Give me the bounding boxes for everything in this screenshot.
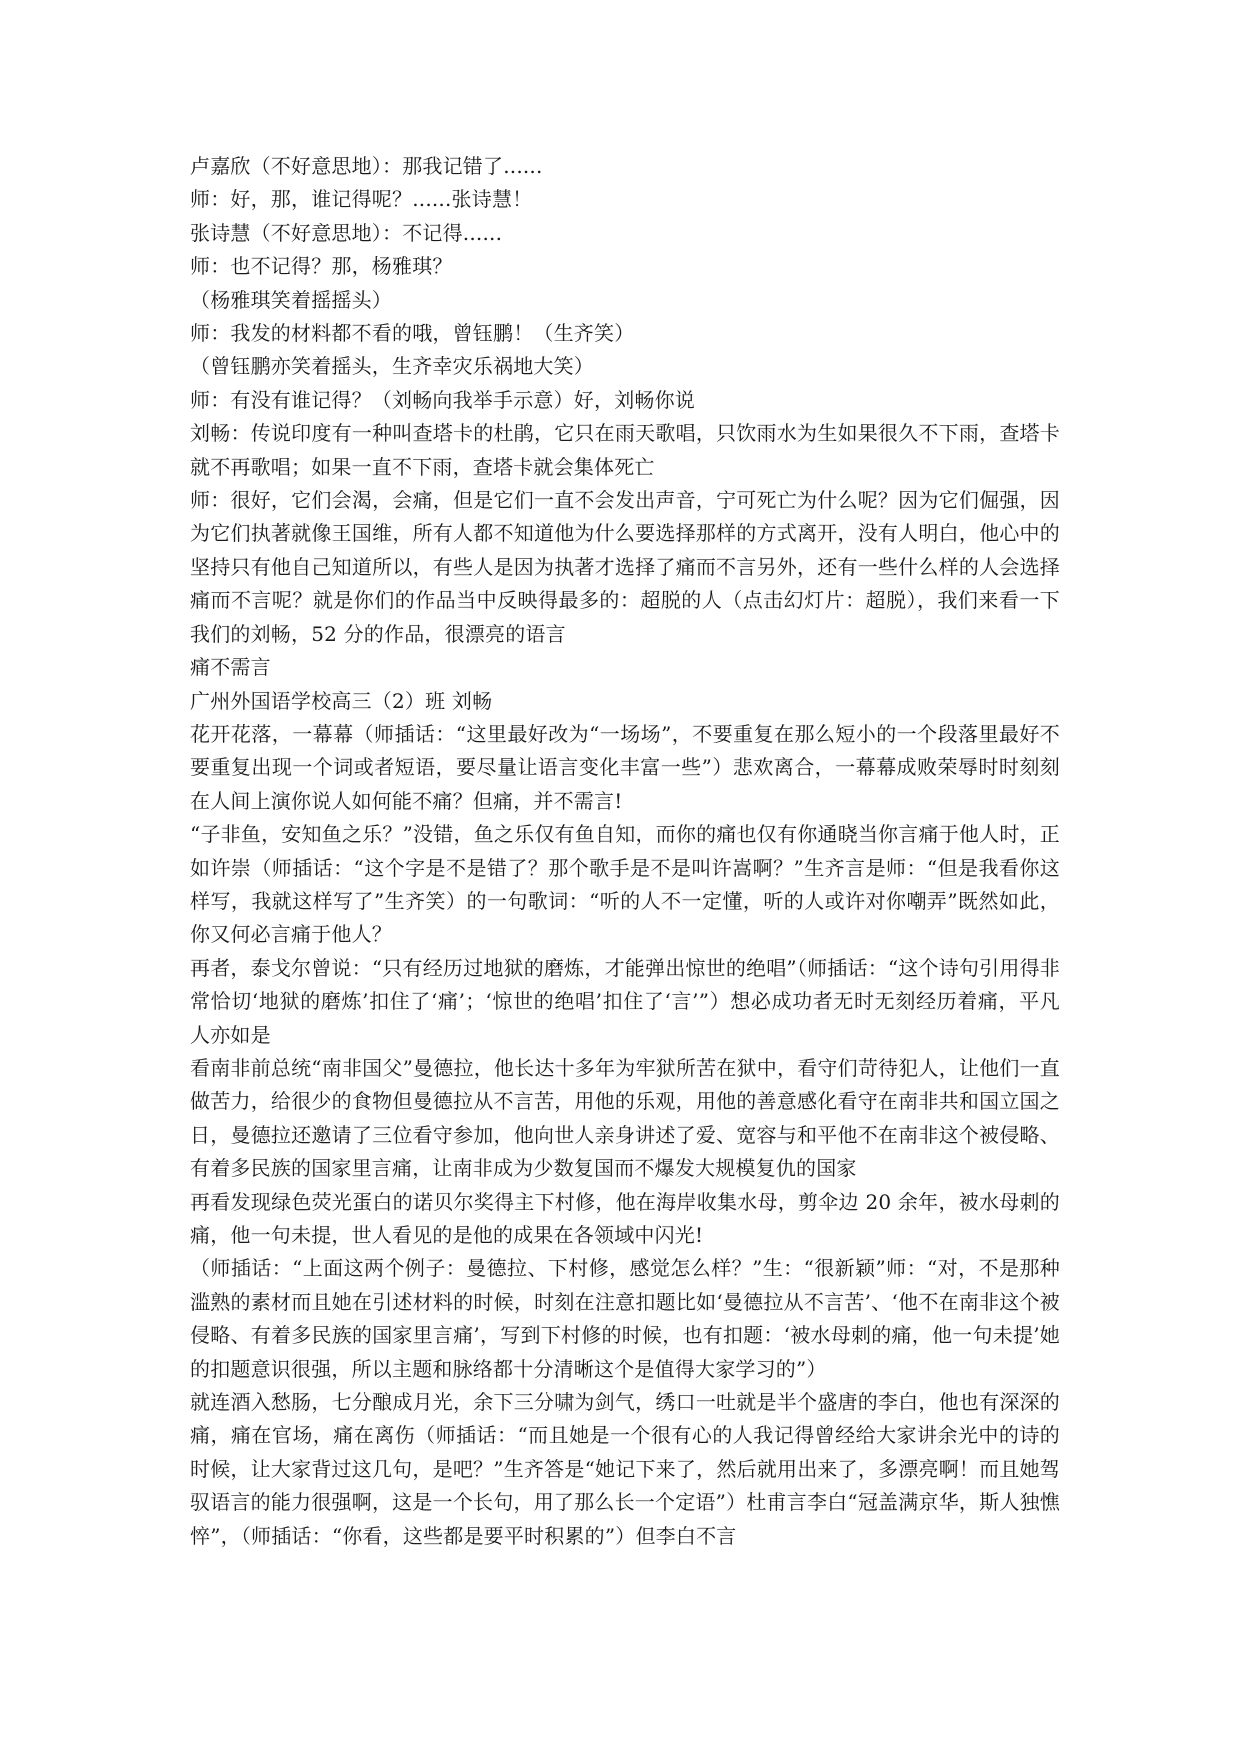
- paragraph: 看南非前总统“南非国父”曼德拉，他长达十多年为牢狱所苦在狱中，看守们苛待犯人，让他们一直做苦力，给很少的食物但曼德拉从不言苦，用他的乐观，用他的善意感化看守在南非共和国立国之日，曼德拉还邀请了三位看守参加，他向世人亲身讲述了爱、宽容与和平他不在南非这个被侵略、有着多民族的国家里言痛，让南非成为少数复国而不爆发大规模复仇的国家: [190, 1055, 1060, 1181]
- paragraph: 卢嘉欣（不好意思地）：那我记错了......: [190, 154, 543, 178]
- paragraph: （曾钰鹏亦笑着摇头，生齐幸灾乐祸地大笑）: [190, 354, 594, 379]
- document-body: [190, 150, 1060, 1553]
- paragraph: （杨雅琪笑着摇摇头）: [190, 287, 392, 312]
- paragraph: 师：好，那，谁记得呢？......张诗慧！: [190, 187, 533, 212]
- paragraph: 刘畅：传说印度有一种叫查塔卡的杜鹃，它只在雨天歌唱，只饮雨水为生如果很久不下雨，查塔卡就不再歌唱；如果一直不下雨，查塔卡就会集体死亡: [190, 421, 1060, 479]
- essay-author: 广州外国语学校高三（2）班 刘畅: [190, 688, 493, 713]
- paragraph: “子非鱼，安知鱼之乐？”没错，鱼之乐仅有鱼自知，而你的痛也仅有你通晓当你言痛于他人时，正如许崇（师插话：“这个字是不是错了？那个歌手是不是叫许嵩啊？”生齐言是师：“但是我看你这样写，我就这样写了”生齐笑）的一句歌词：“听的人不一定懂，听的人或许对你嘲弄”既然如此，你又何必言痛于他人？: [190, 822, 1060, 947]
- paragraph: 师：也不记得？那，杨雅琪？: [190, 254, 453, 279]
- paragraph: 师：很好，它们会渴，会痛，但是它们一直不会发出声音，宁可死亡为什么呢？因为它们倔强，因为它们执著就像王国维，所有人都不知道他为什么要选择那样的方式离开，没有人明白，他心中的坚持只有他自己知道所以，有些人是因为执著才选择了痛而不言另外，还有一些什么样的人会选择痛而不言呢？就是你们的作品当中反映得最多的：超脱的人（点击幻灯片：超脱），我们来看一下我们的刘畅，52 分的作品，很漂亮的语言: [190, 488, 1060, 646]
- essay-title: 痛不需言: [190, 655, 271, 680]
- paragraph: 花开花落，一幕幕（师插话：“这里最好改为“一场场”，不要重复在那么短小的一个段落里最好不要重复出现一个词或者短语，要尽量让语言变化丰富一些”）悲欢离合，一幕幕成败荣辱时时刻刻在人间上演你说人如何能不痛？但痛，并不需言!: [190, 721, 1060, 813]
- paragraph: 师：我发的材料都不看的哦，曾钰鹏！（生齐笑）: [190, 321, 635, 346]
- paragraph: （师插话：“上面这两个例子：曼德拉、下村修，感觉怎么样？”生：“很新颖”师：“对，不是那种滥熟的素材而且她在引述材料的时候，时刻在注意扣题比如‘曼德拉从不言苦’、‘他不在南非这个被侵略、有着多民族的国家里言痛’，写到下村修的时候，也有扣题：‘被水母刺的痛，他一句未提’她的扣题意识很强，所以主题和脉络都十分清晰这个是值得大家学习的”）: [190, 1256, 1060, 1381]
- paragraph: 张诗慧（不好意思地）：不记得......: [190, 220, 503, 245]
- paragraph: 再看发现绿色荧光蛋白的诺贝尔奖得主下村修，他在海岸收集水母，剪伞边 20 余年，被水母刺的痛，他一句未提，世人看见的是他的成果在各领域中闪光!: [190, 1189, 1060, 1247]
- paragraph: 师：有没有谁记得？（刘畅向我举手示意）好，刘畅你说: [190, 387, 695, 412]
- paragraph: 就连酒入愁肠，七分酿成月光，余下三分啸为剑气，绣口一吐就是半个盛唐的李白，他也有深深的痛，痛在官场，痛在离伤（师插话：“而且她是一个很有心的人我记得曾经给大家讲余光中的诗的时候，让大家背过这几句，是吧？”生齐答是“她记下来了，然后就用出来了，多漂亮啊！而且她驾驭语言的能力很强啊，这是一个长句，用了那么长一个定语”）杜甫言李白“冠盖满京华，斯人独憔悴”，（师插话：“你看，这些都是要平时积累的”）但李白不言: [190, 1390, 1060, 1548]
- paragraph: 再者，泰戈尔曾说：“只有经历过地狱的磨炼，才能弹出惊世的绝唱”（师插话：“这个诗句引用得非常恰切‘地狱的磨炼’扣住了‘痛’；‘惊世的绝唱’扣住了‘言’”）想必成功者无时无刻经历着痛，平凡人亦如是: [190, 955, 1060, 1047]
